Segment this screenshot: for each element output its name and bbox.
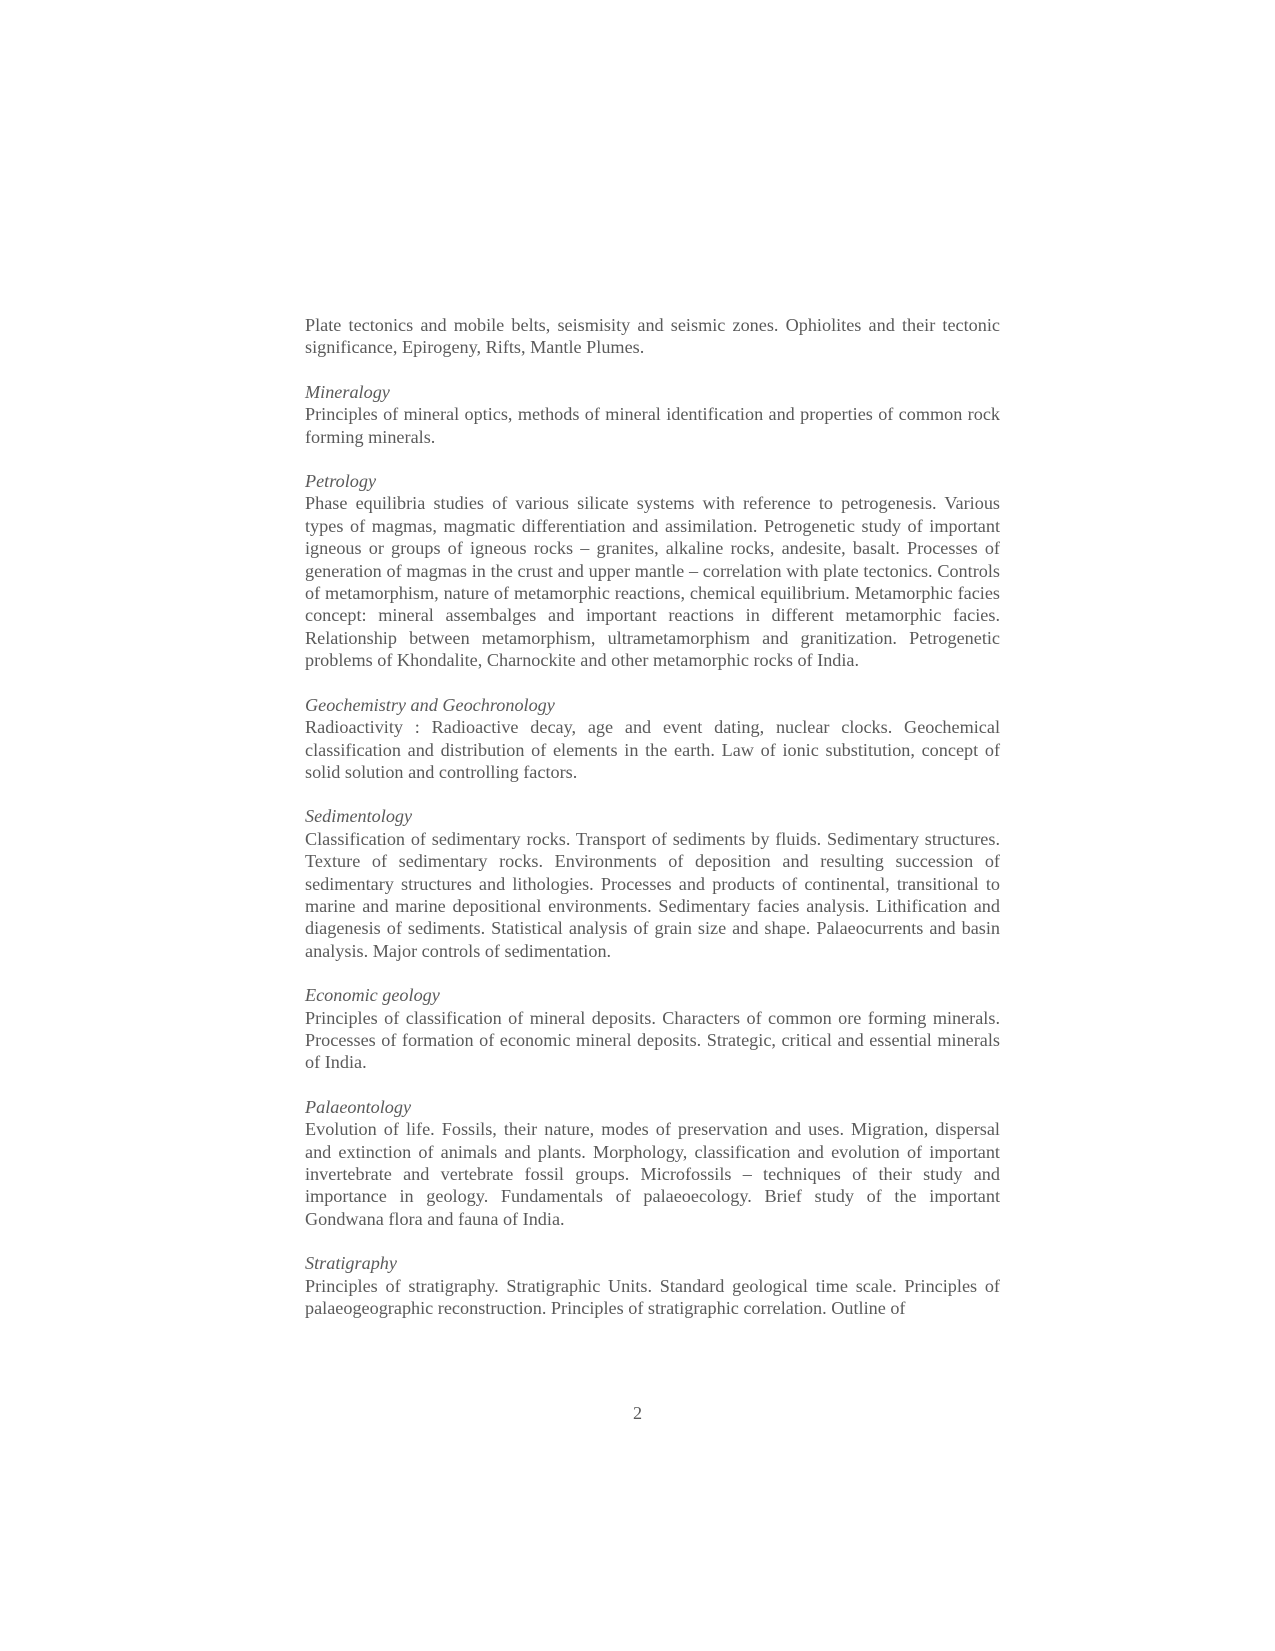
section-heading: Palaeontology xyxy=(305,1096,412,1117)
section-stratigraphy xyxy=(305,1252,1000,1319)
section-body: Phase equilibria studies of various silicate systems with reference to petrogenesis. Various types of magmas, magmatic differentiation and assimilation. Petrogenetic study of important igneous or groups of igneous rocks – granites, alkaline rocks, andesite, basalt. Processes of generation of magmas in the crust and upper mantle – correlation with plate tectonics. Controls of metamorphism, nature of metamorphic reactions, chemical equilibrium. Metamorphic facies concept: mineral assembalges and important reactions in different metamorphic facies. Relationship between metamorphism, ultrametamorphism and granitization. Petrogenetic problems of Khondalite, Charnockite and other metamorphic rocks of India. xyxy=(305,493,1000,671)
section-sedimentology xyxy=(305,805,1000,962)
section-geochemistry xyxy=(305,694,1000,784)
section-heading: Mineralogy xyxy=(305,381,390,402)
section-heading: Geochemistry and Geochronology xyxy=(305,694,555,715)
section-body: Classification of sedimentary rocks. Transport of sediments by fluids. Sedimentary structures. Texture of sedimentary rocks. Environments of deposition and resulting succession of sedimentary structures and lithologies. Processes and products of continental, transitional to marine and marine depositional environments. Sedimentary facies analysis. Lithification and diagenesis of sediments. Statistical analysis of grain size and shape. Palaeocurrents and basin analysis. Major controls of sedimentation. xyxy=(305,828,1000,961)
section-heading: Economic geology xyxy=(305,985,440,1006)
page-content xyxy=(305,314,1000,1341)
section-heading: Stratigraphy xyxy=(305,1253,397,1274)
page-number: 2 xyxy=(632,1403,643,1423)
section-heading: Petrology xyxy=(305,471,377,492)
section-body: Radioactivity : Radioactive decay, age and event dating, nuclear clocks. Geochemical classification and distribution of elements in the earth. Law of ionic substitution, concept of solid solution and controlling factors. xyxy=(305,717,1000,782)
intro-paragraph: Plate tectonics and mobile belts, seismisity and seismic zones. Ophiolites and their tectonic significance, Epirogeny, Rifts, Mantle Plumes. xyxy=(305,315,1000,358)
section-mineralogy xyxy=(305,381,1000,448)
section-economic-geology xyxy=(305,984,1000,1074)
section-body: Principles of mineral optics, methods of mineral identification and properties of common rock forming minerals. xyxy=(305,404,1000,447)
section-body: Principles of classification of mineral deposits. Characters of common ore forming minerals. Processes of formation of economic mineral deposits. Strategic, critical and essential minerals of India. xyxy=(305,1007,1000,1073)
section-heading: Sedimentology xyxy=(305,806,413,827)
section-body: Evolution of life. Fossils, their nature, modes of preservation and uses. Migration, dispersal and extinction of animals and plants. Morphology, classification and evolution of important invertebrate and vertebrate fossil groups. Microfossils – techniques of their study and importance in geology. Fundamentals of palaeoecology. Brief study of the important Gondwana flora and fauna of India. xyxy=(305,1119,1000,1229)
section-body: Principles of stratigraphy. Stratigraphic Units. Standard geological time scale. Principles of palaeogeographic reconstruction. Principles of stratigraphic correlation. Outline of xyxy=(305,1275,1000,1319)
section-petrology xyxy=(305,470,1000,672)
section-palaeontology xyxy=(305,1096,1000,1230)
